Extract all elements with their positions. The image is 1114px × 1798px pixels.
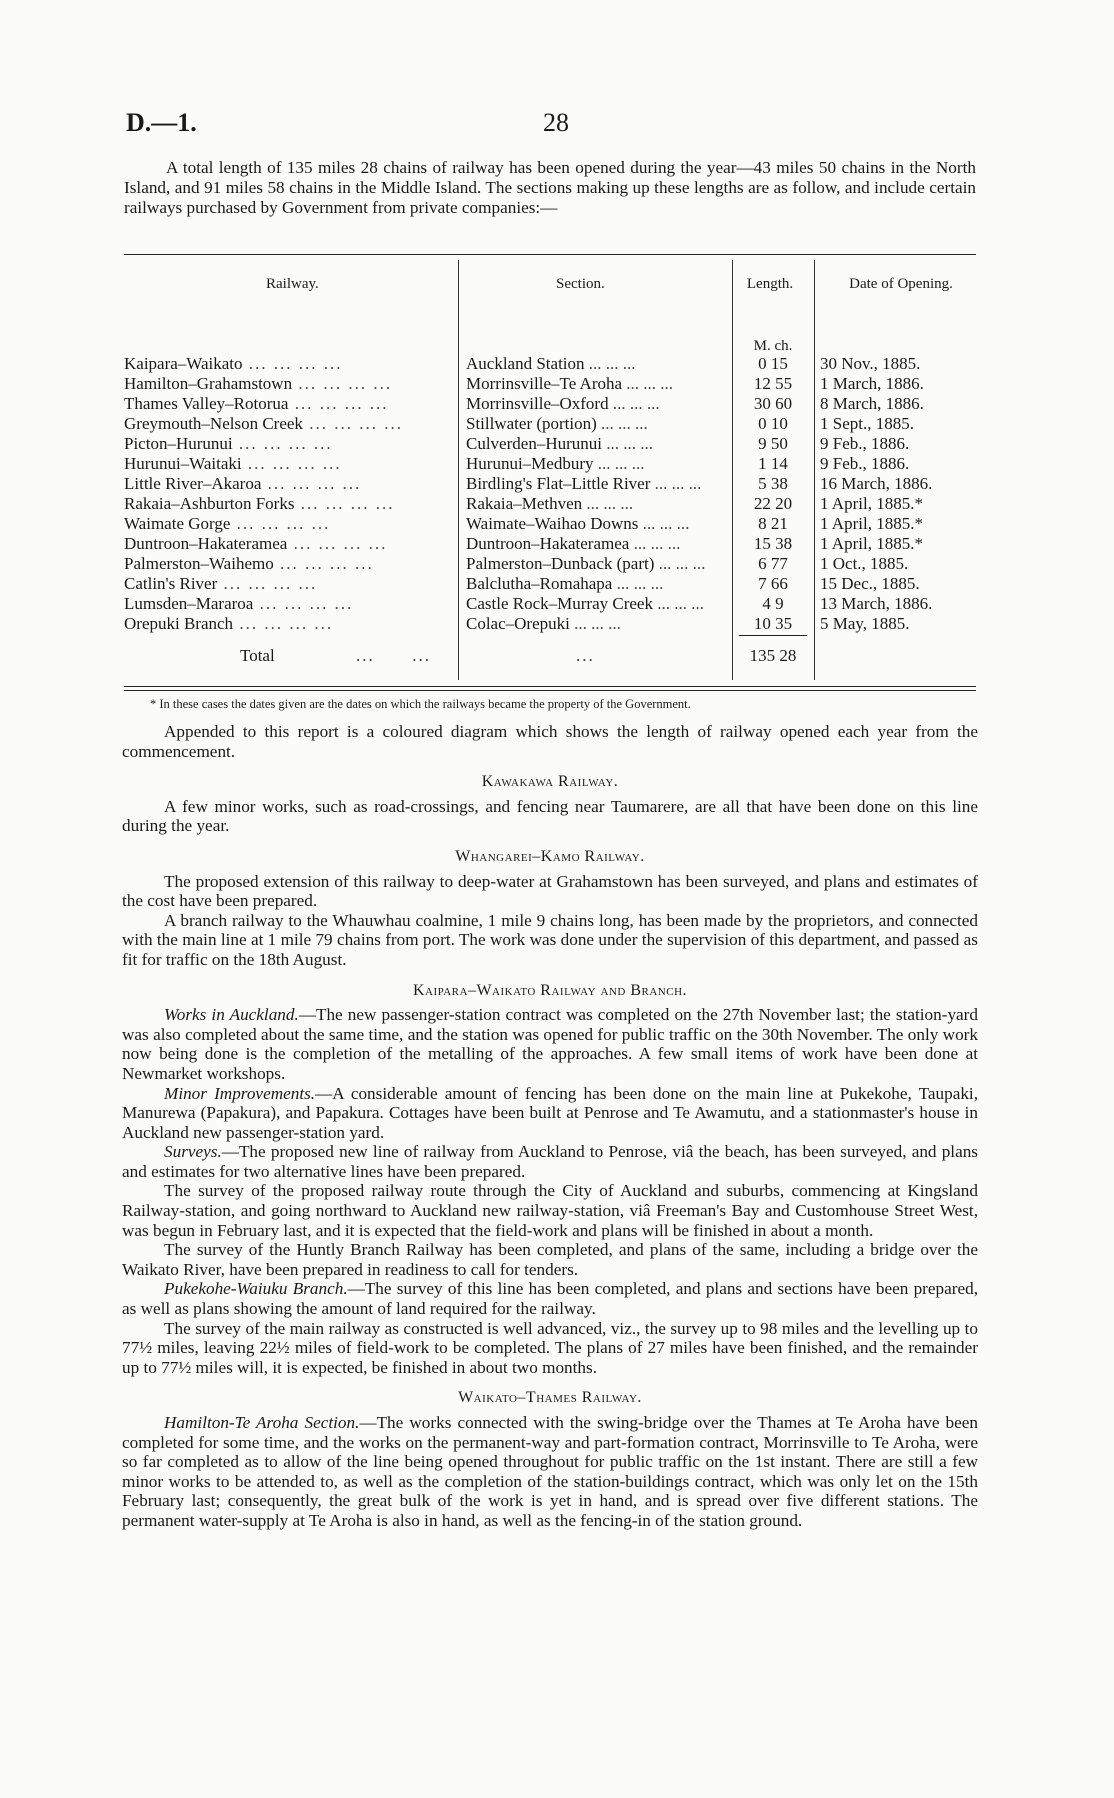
cell-railway: Orepuki Branch ...: [124, 614, 458, 634]
paragraph: The proposed extension of this railway to deep-water at Grahamstown has been surveyed, and plans and estimates of the cost have been prepared.: [122, 871, 978, 911]
cell-section: Duntroon–Hakateramea ...: [466, 534, 736, 554]
cell-length: 8 21: [758, 514, 788, 533]
paragraph: [122, 1413, 978, 1531]
cell-railway: Thames Valley–Rotorua ...: [124, 394, 458, 414]
cell-date: 13 March, 1886.: [820, 594, 933, 613]
paragraph-lead: Works in Auckland.: [164, 1005, 299, 1025]
cell-length: 4 9: [762, 594, 784, 613]
cell-section: Balclutha–Romahapa ...: [466, 574, 736, 594]
table-row: [124, 454, 976, 474]
length-units: M. ch.: [753, 338, 793, 354]
table-row: [124, 614, 976, 634]
cell-railway: Little River–Akaroa ...: [124, 474, 458, 494]
cell-section: Colac–Orepuki ...: [466, 614, 736, 634]
table-row: [124, 554, 976, 574]
paragraph-lead: Minor Improvements.: [164, 1083, 316, 1103]
cell-date: 9 Feb., 1886.: [820, 454, 910, 473]
cell-date: 1 April, 1885.*: [820, 494, 923, 513]
table-top-rule: [124, 254, 976, 255]
paragraph: The survey of the Huntly Branch Railway has been completed, and plans of the same, including a bridge over the Waikato River, have been prepared in readiness to call for tenders.: [122, 1240, 978, 1279]
total-rule: [739, 635, 807, 636]
col-header-length: Length.: [746, 276, 794, 292]
section-heading-text: Kawakawa Railway.: [481, 773, 619, 791]
cell-railway: Rakaia–Ashburton Forks ...: [124, 494, 458, 514]
cell-date: 1 Sept., 1885.: [820, 414, 914, 433]
railway-table: [124, 254, 976, 694]
cell-section: Palmerston–Dunback (part) ...: [466, 554, 736, 574]
diagram-paragraph: Appended to this report is a coloured diagram which shows the length of railway opened each year from the commencement.: [122, 722, 978, 761]
paragraph: [122, 1279, 978, 1318]
cell-length: 1 14: [758, 454, 788, 473]
page-number: 28: [543, 108, 569, 137]
section-heading-text: Kaipara–Waikato Railway and Branch.: [412, 981, 688, 999]
cell-length: 22 20: [753, 494, 793, 513]
cell-railway: Lumsden–Mararoa ...: [124, 594, 458, 614]
total-length: 135 28: [749, 646, 797, 665]
paragraph-lead: Surveys.: [164, 1142, 222, 1162]
section-heading: [122, 981, 978, 1002]
paragraph: The survey of the proposed railway route through the City of Auckland and suburbs, commencing at Kingsland Railway-station, and going northward to Auckland new railway-station, viâ Freeman's Bay and Customhouse Street West, was begun in February last, and it is expected that the field-work and plans will be finished in about a month.: [122, 1181, 978, 1240]
report-body: [122, 722, 978, 1531]
table-row: [124, 474, 976, 494]
cell-section: Castle Rock–Murray Creek ...: [466, 594, 736, 614]
cell-length: 10 35: [753, 614, 793, 633]
cell-length: 0 10: [758, 414, 788, 433]
cell-railway: Greymouth–Nelson Creek ...: [124, 414, 458, 434]
cell-length: 12 55: [753, 374, 793, 393]
cell-date: 5 May, 1885.: [820, 614, 910, 633]
cell-length: 5 38: [758, 474, 788, 493]
paragraph-text: —The new passenger-station contract was completed on the 27th November last; the station-yard was also completed about the same time, and the station was opened for public traffic on the 30th November. The only work now being done is the completion of the metalling of the approaches. A few small items of work have been done at Newmarket workshops.: [122, 1005, 978, 1083]
cell-date: 1 Oct., 1885.: [820, 554, 909, 573]
cell-railway: Waimate Gorge ...: [124, 514, 458, 534]
section-heading: [122, 847, 978, 868]
paragraph: A branch railway to the Whauwhau coalmine, 1 mile 9 chains long, has been made by the proprietors, and connected with the main line at 1 mile 79 chains from port. The work was done under the supervision of this department, and passed as fit for traffic on the 18th August.: [122, 910, 978, 969]
intro-text: A total length of 135 miles 28 chains of railway has been opened during the year—43 miles 50 chains in the North Island, and 91 miles 58 chains in the Middle Island. The sections making up these lengths are as follow, and include certain railways purchased by Government from private companies:—: [124, 158, 976, 217]
cell-date: 30 Nov., 1885.: [820, 354, 921, 373]
paragraph-text: —The survey of this line has been completed, and plans and sections have been prepared, as well as plans showing the amount of land required for the railway.: [122, 1279, 978, 1319]
total-row-dots: ... ...: [356, 646, 431, 665]
cell-railway: Palmerston–Waihemo ...: [124, 554, 458, 574]
cell-date: 1 April, 1885.*: [820, 534, 923, 553]
section-heading: [122, 772, 978, 793]
cell-date: 9 Feb., 1886.: [820, 434, 910, 453]
paragraph: A few minor works, such as road-crossings, and fencing near Taumarere, are all that have been done on this line during the year.: [122, 796, 978, 836]
col-header-section: Section.: [556, 276, 605, 292]
table-row: [124, 514, 976, 534]
cell-section: Auckland Station ...: [466, 354, 736, 374]
table-row: [124, 594, 976, 614]
cell-date: 8 March, 1886.: [820, 394, 924, 413]
col-header-date: Date of Opening.: [849, 276, 953, 292]
cell-date: 15 Dec., 1885.: [820, 574, 920, 593]
cell-railway: Duntroon–Hakateramea ...: [124, 534, 458, 554]
table-row: [124, 574, 976, 594]
cell-section: Rakaia–Methven ...: [466, 494, 736, 514]
cell-section: Waimate–Waihao Downs ...: [466, 514, 736, 534]
cell-railway: Catlin's River ...: [124, 574, 458, 594]
table-row: [124, 354, 976, 374]
cell-railway: Hamilton–Grahamstown ...: [124, 374, 458, 394]
col-header-railway: Railway.: [266, 276, 319, 292]
cell-section: Stillwater (portion) ...: [466, 414, 736, 434]
paragraph: The survey of the main railway as constructed is well advanced, viz., the survey up to 98 miles and the levelling up to 77½ miles, leaving 22½ miles of field-work to be completed. The plans of 27 miles have been finished, and the remainder up to 77½ miles will, it is expected, be finished in about two months.: [122, 1318, 978, 1377]
paragraph-lead: Hamilton-Te Aroha Section.: [164, 1413, 360, 1432]
cell-section: Morrinsville–Te Aroha ...: [466, 374, 736, 394]
cell-length: 15 38: [753, 534, 793, 553]
cell-section: Birdling's Flat–Little River ...: [466, 474, 736, 494]
paragraph: [122, 1084, 978, 1143]
cell-date: 16 March, 1886.: [820, 474, 933, 493]
paragraph-text: —The works connected with the swing-bridge over the Thames at Te Aroha have been completed for some time, and the works on the permanent-way and part-formation contract, Morrinsville to Te Aroha, were so far completed as to allow of the line being opened throughout for public traffic on the 1st instant. There are still a few minor works to be attended to, as well as the completion of the station-buildings contract, which was only let on the 15th February last; consequently, the great bulk of the work is yet in hand, and is spread over five different stations. The permanent water-supply at Te Aroha is also in hand, as well as the fencing-in of the station ground.: [122, 1413, 979, 1530]
table-row: [124, 374, 976, 394]
cell-length: 30 60: [753, 394, 793, 413]
table-bottom-rule: [124, 690, 976, 691]
cell-length: 9 50: [758, 434, 788, 453]
intro-paragraph: [124, 158, 976, 218]
cell-section: Hurunui–Medbury ...: [466, 454, 736, 474]
section-heading: [122, 1388, 978, 1409]
cell-section: Culverden–Hurunui ...: [466, 434, 736, 454]
total-section-dots: ...: [576, 646, 595, 665]
cell-railway: Picton–Hurunui ...: [124, 434, 458, 454]
cell-length: 6 77: [758, 554, 788, 573]
cell-date: 1 April, 1885.*: [820, 514, 923, 533]
total-label: Total: [240, 646, 275, 665]
cell-railway: Hurunui–Waitaki ...: [124, 454, 458, 474]
document-reference: D.—1.: [126, 108, 197, 137]
table-row: [124, 494, 976, 514]
section-heading-text: Waikato–Thames Railway.: [458, 1389, 642, 1407]
paragraph: [122, 1005, 978, 1083]
paragraph-text: —The proposed new line of railway from Auckland to Penrose, viâ the beach, has been surveyed, and plans and estimates for two alternative lines have been prepared.: [122, 1142, 978, 1181]
table-row: [124, 414, 976, 434]
paragraph: [122, 1142, 978, 1181]
paragraph-lead: Pukekohe-Waiuku Branch.: [164, 1279, 348, 1299]
cell-length: 7 66: [758, 574, 788, 593]
table-row: [124, 434, 976, 454]
cell-length: 0 15: [758, 354, 788, 373]
table-footnote: * In these cases the dates given are the dates on which the railways became the property of the Government.: [150, 697, 691, 711]
cell-section: Morrinsville–Oxford ...: [466, 394, 736, 414]
table-bottom-rule: [124, 686, 976, 687]
cell-railway: Kaipara–Waikato ...: [124, 354, 458, 374]
paragraph-text: —A considerable amount of fencing has been done on the main line at Pukekohe, Taupaki, Manurewa (Papakura), and Papakura. Cottages have been built at Penrose and Te Awamutu, and a stationmaster's house in Auckland new passenger-station yard.: [122, 1083, 978, 1142]
section-heading-text: Whangarei–Kamo Railway.: [455, 847, 645, 865]
cell-date: 1 March, 1886.: [820, 374, 924, 393]
table-row: [124, 534, 976, 554]
table-row: [124, 394, 976, 414]
